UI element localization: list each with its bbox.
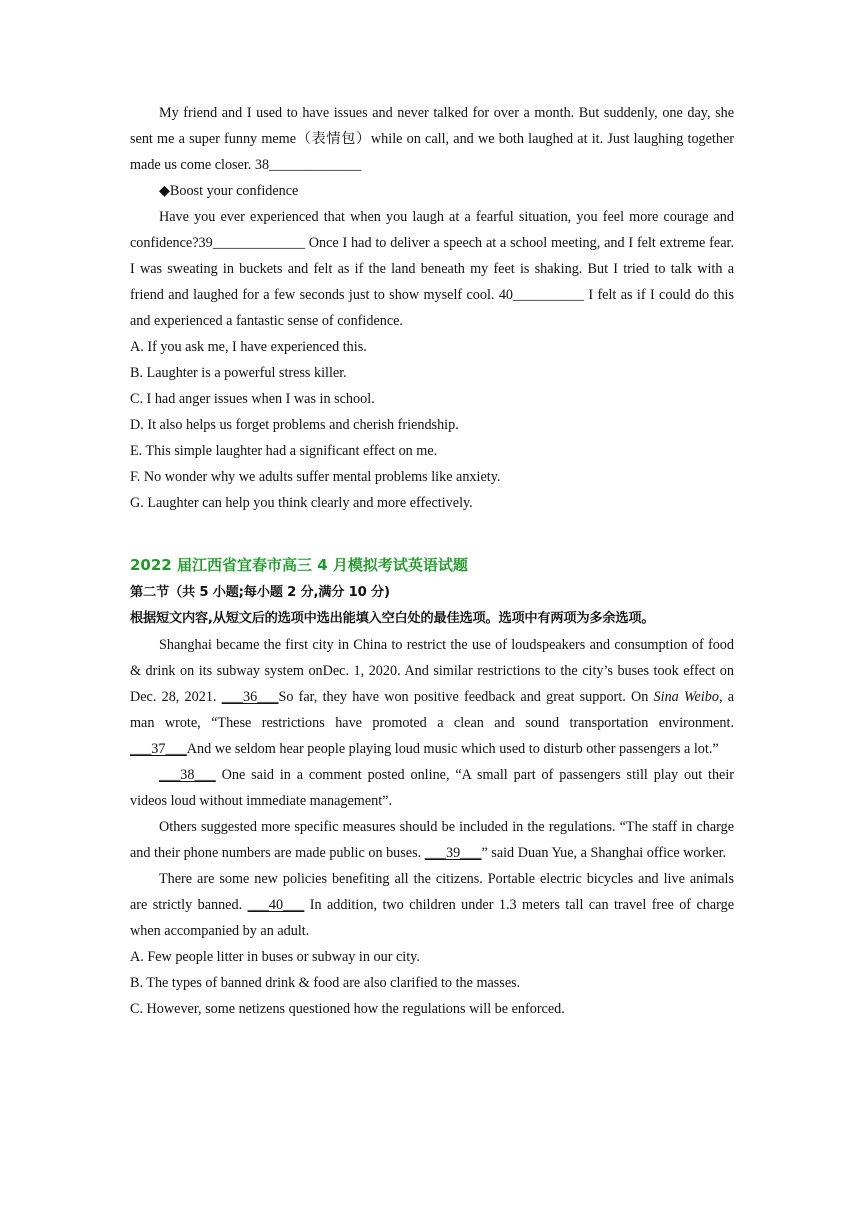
- option-b: B. Laughter is a powerful stress killer.: [130, 365, 347, 381]
- paragraph-confidence: Have you ever experienced that when you laugh at a fearful situation, you feel more courage and confidence?39_____________ Once I had to deliver a speech at a school meeting, and I felt extreme fear. I was sweating in buckets and felt as if the land beneath my feet is shaking. But I tried to talk with a friend and laughed for a few seconds just to show myself cool. 40__________ I felt as if I could do this and experienced a fantastic sense of confidence.: [130, 209, 734, 329]
- text-run: , a man wrote, “These restrictions have promoted a clean and sound transportation environment.: [130, 689, 734, 731]
- text-run: And we seldom hear people playing loud music which used to disturb other passengers a lot.”: [186, 741, 719, 757]
- paragraph-policies: [130, 866, 734, 944]
- instruction-text: 根据短文内容,从短文后的选项中选出能填入空白处的最佳选项。选项中有两项为多余选项。: [130, 611, 655, 626]
- text-run: There are some new policies benefiting all the citizens. Portable electric bicycles and live animals are strictly banned.: [130, 871, 734, 913]
- sina-weibo-italic: Sina Weibo: [653, 689, 719, 705]
- option-e: E. This simple laughter had a significant effect on me.: [130, 443, 438, 459]
- text-run: So far, they have won positive feedback and great support. On: [278, 689, 654, 705]
- blank-40: ___40___: [247, 897, 305, 913]
- paragraph-measures: [130, 814, 734, 866]
- options-list-1: [130, 334, 734, 516]
- paragraph-shanghai: [130, 632, 734, 762]
- blank-37: ___37___: [130, 741, 187, 757]
- spacer: [130, 516, 734, 542]
- text-run: One said in a comment posted online, “A small part of passengers still play out their videos loud without immediate management”.: [130, 767, 734, 809]
- text-run: Shanghai became the first city in China to restrict the use of loudspeakers and consumption of food & drink on its subway system onDec. 1, 2020. And similar restrictions to the city’s buses took effect on Dec. 28, 2021.: [130, 637, 734, 705]
- option-d: D. It also helps us forget problems and cherish friendship.: [130, 417, 459, 433]
- exam-title: 2022 届江西省宜春市高三 4 月模拟考试英语试题: [130, 556, 468, 574]
- paragraph-netizens: [130, 762, 734, 814]
- text-run: Others suggested more specific measures should be included in the regulations. “The staff in charge and their phone numbers are made public on buses.: [130, 819, 734, 861]
- blank-38: ___38___: [159, 767, 216, 783]
- options-list-2: [130, 944, 734, 1022]
- option-g: G. Laughter can help you think clearly and more effectively.: [130, 495, 473, 511]
- paragraph-meme-story: My friend and I used to have issues and never talked for over a month. But suddenly, one day, she sent me a super funny meme（表情包）while on call, and we both laughed at it. Just laughing together made us come closer. 38_____________: [130, 105, 734, 173]
- section-subtitle: 第二节（共 5 小题;每小题 2 分,满分 10 分): [130, 585, 390, 600]
- blank-39: ___39___: [424, 845, 482, 861]
- option-c: C. However, some netizens questioned how the regulations will be enforced.: [130, 1001, 565, 1017]
- option-c: C. I had anger issues when I was in school.: [130, 391, 375, 407]
- section-heading-confidence: ◆Boost your confidence: [159, 183, 299, 199]
- option-f: F. No wonder why we adults suffer mental problems like anxiety.: [130, 469, 501, 485]
- option-a: A. If you ask me, I have experienced this.: [130, 339, 367, 355]
- blank-36: ___36___: [221, 689, 279, 705]
- document-page: [130, 100, 734, 1022]
- option-a: A. Few people litter in buses or subway in our city.: [130, 949, 420, 965]
- option-b: B. The types of banned drink & food are also clarified to the masses.: [130, 975, 521, 991]
- text-run: ” said Duan Yue, a Shanghai office worker.: [481, 845, 727, 861]
- text-run: In addition, two children under 1.3 meters tall can travel free of charge when accompanied by an adult.: [130, 897, 734, 939]
